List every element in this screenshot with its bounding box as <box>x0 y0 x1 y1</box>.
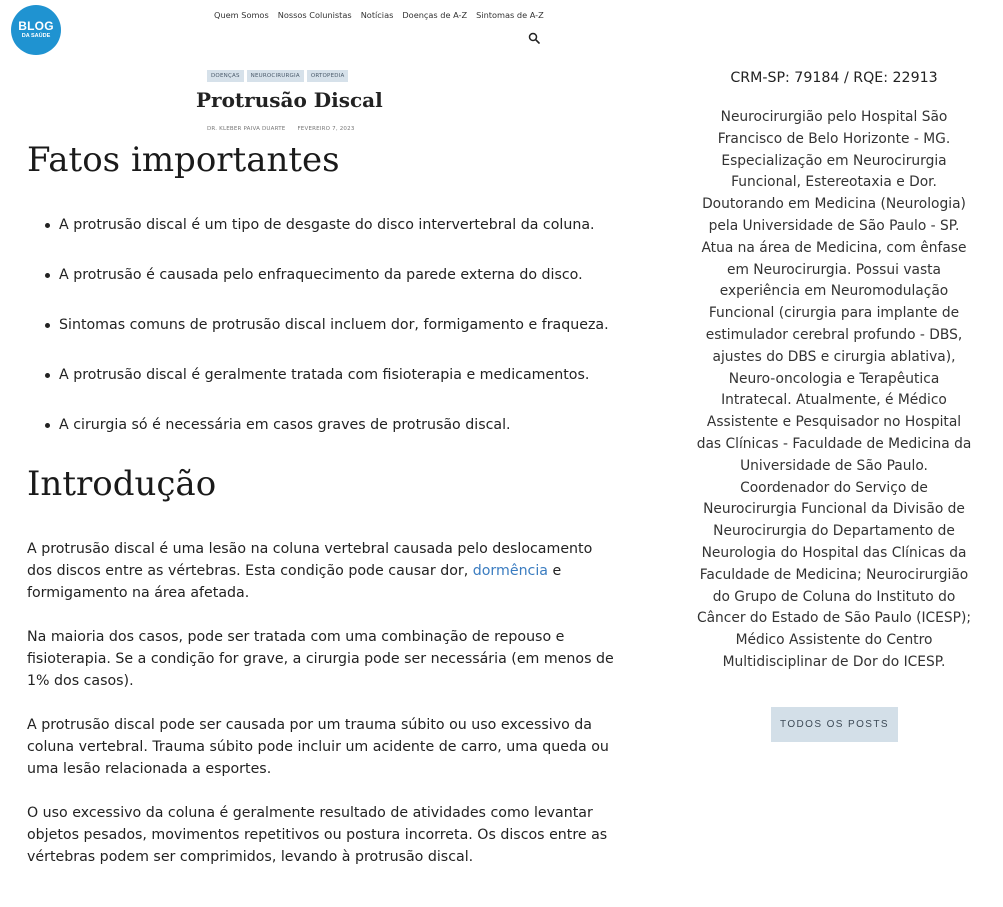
intro-p1-after: e formigamento na área afetada. <box>27 563 562 601</box>
post-title: Protrusão Discal <box>196 88 383 112</box>
nav-sintomas-a-z[interactable]: Sintomas de A-Z <box>476 10 544 20</box>
author-crm: CRM-SP: 79184 / RQE: 22913 <box>730 70 938 86</box>
list-item: A protrusão é causada pelo enfraquecimento da parede externa do disco. <box>42 264 609 314</box>
logo-line-1: BLOG <box>18 19 54 34</box>
nav-nossos-colunistas[interactable]: Nossos Colunistas <box>277 10 352 20</box>
logo-line-2: DA SAÚDE <box>21 33 51 40</box>
intro-paragraph: Na maioria dos casos, pode ser tratada com uma combinação de repouso e fisioterapia. Se a condição for grave, a cirurgia pode ser necessária (em menos de 1% dos casos). <box>27 629 614 689</box>
intro-body <box>27 538 617 890</box>
facts-list <box>42 214 609 464</box>
post-author[interactable]: DR. KLEBER PAIVA DUARTE <box>207 126 286 132</box>
intro-p1-before: A protrusão discal é uma lesão na coluna vertebral causada pelo deslocamento dos discos entre as vértebras. Esta condição pode causar dor, <box>27 541 593 579</box>
intro-paragraph <box>27 538 617 604</box>
nav-quem-somos[interactable]: Quem Somos <box>214 10 269 20</box>
category-tag[interactable]: DOENÇAS <box>207 70 244 82</box>
site-logo[interactable] <box>11 5 61 55</box>
author-bio: Neurocirurgião pelo Hospital São Francisco de Belo Horizonte - MG. Especialização em Neurocirurgia Funcional, Estereotaxia e Dor. Doutorando em Medicina (Neurologia) pela Universidade de São Paulo - SP. Atua na área de Medicina, com ênfase em Neurocirurgia. Possui vasta experiência em Neuromodulação Funcional (cirurgia para implante de estimulador cerebral profundo - DBS, ajustes do DBS e cirurgia ablativa), Neuro-oncologia e Terapêutica Intratecal. Atualmente, é Médico Assistente e Pesquisador no Hospital das Clínicas - Faculdade de Medicina da Universidade de São Paulo. Coordenador do Serviço de Neurocirurgia Funcional da Divisão de Neurocirurgia do Departamento de Neurologia do Hospital das Clínicas da Faculdade de Medicina; Neurocirurgião do Grupo de Coluna do Instituto do Câncer do Estado de São Paulo (ICESP); Médico Assistente do Centro Multidisciplinar de Dor do ICESP. <box>696 109 972 670</box>
post-date: FEVEREIRO 7, 2023 <box>297 126 355 132</box>
category-tag[interactable]: NEUROCIRURGIA <box>247 70 304 82</box>
list-item: A protrusão discal é um tipo de desgaste do disco intervertebral da coluna. <box>42 214 609 264</box>
search-icon[interactable] <box>528 32 540 44</box>
dormencia-link[interactable]: dormência <box>472 563 548 579</box>
nav-doencas-a-z[interactable]: Doenças de A-Z <box>402 10 468 20</box>
list-item: A protrusão discal é geralmente tratada com fisioterapia e medicamentos. <box>42 364 609 414</box>
main-nav <box>214 10 553 20</box>
nav-noticias[interactable]: Notícias <box>360 10 394 20</box>
intro-paragraph: O uso excessivo da coluna é geralmente resultado de atividades como levantar objetos pesados, movimentos repetitivos ou postura incorreta. Os discos entre as vértebras podem ser comprimidos, levando à protrusão discal. <box>27 805 608 865</box>
post-meta <box>207 126 365 132</box>
intro-paragraph: A protrusão discal pode ser causada por um trauma súbito ou uso excessivo da coluna vertebral. Trauma súbito pode incluir um acidente de carro, uma queda ou uma lesão relacionada a esportes. <box>27 717 609 777</box>
category-tag[interactable]: ORTOPEDIA <box>307 70 349 82</box>
post-categories <box>207 70 348 82</box>
list-item: Sintomas comuns de protrusão discal incluem dor, formigamento e fraqueza. <box>42 314 609 364</box>
intro-heading: Introdução <box>27 464 217 504</box>
list-item: A cirurgia só é necessária em casos graves de protrusão discal. <box>42 414 609 464</box>
facts-heading: Fatos importantes <box>27 140 340 180</box>
all-posts-button[interactable]: TODOS OS POSTS <box>771 707 898 742</box>
